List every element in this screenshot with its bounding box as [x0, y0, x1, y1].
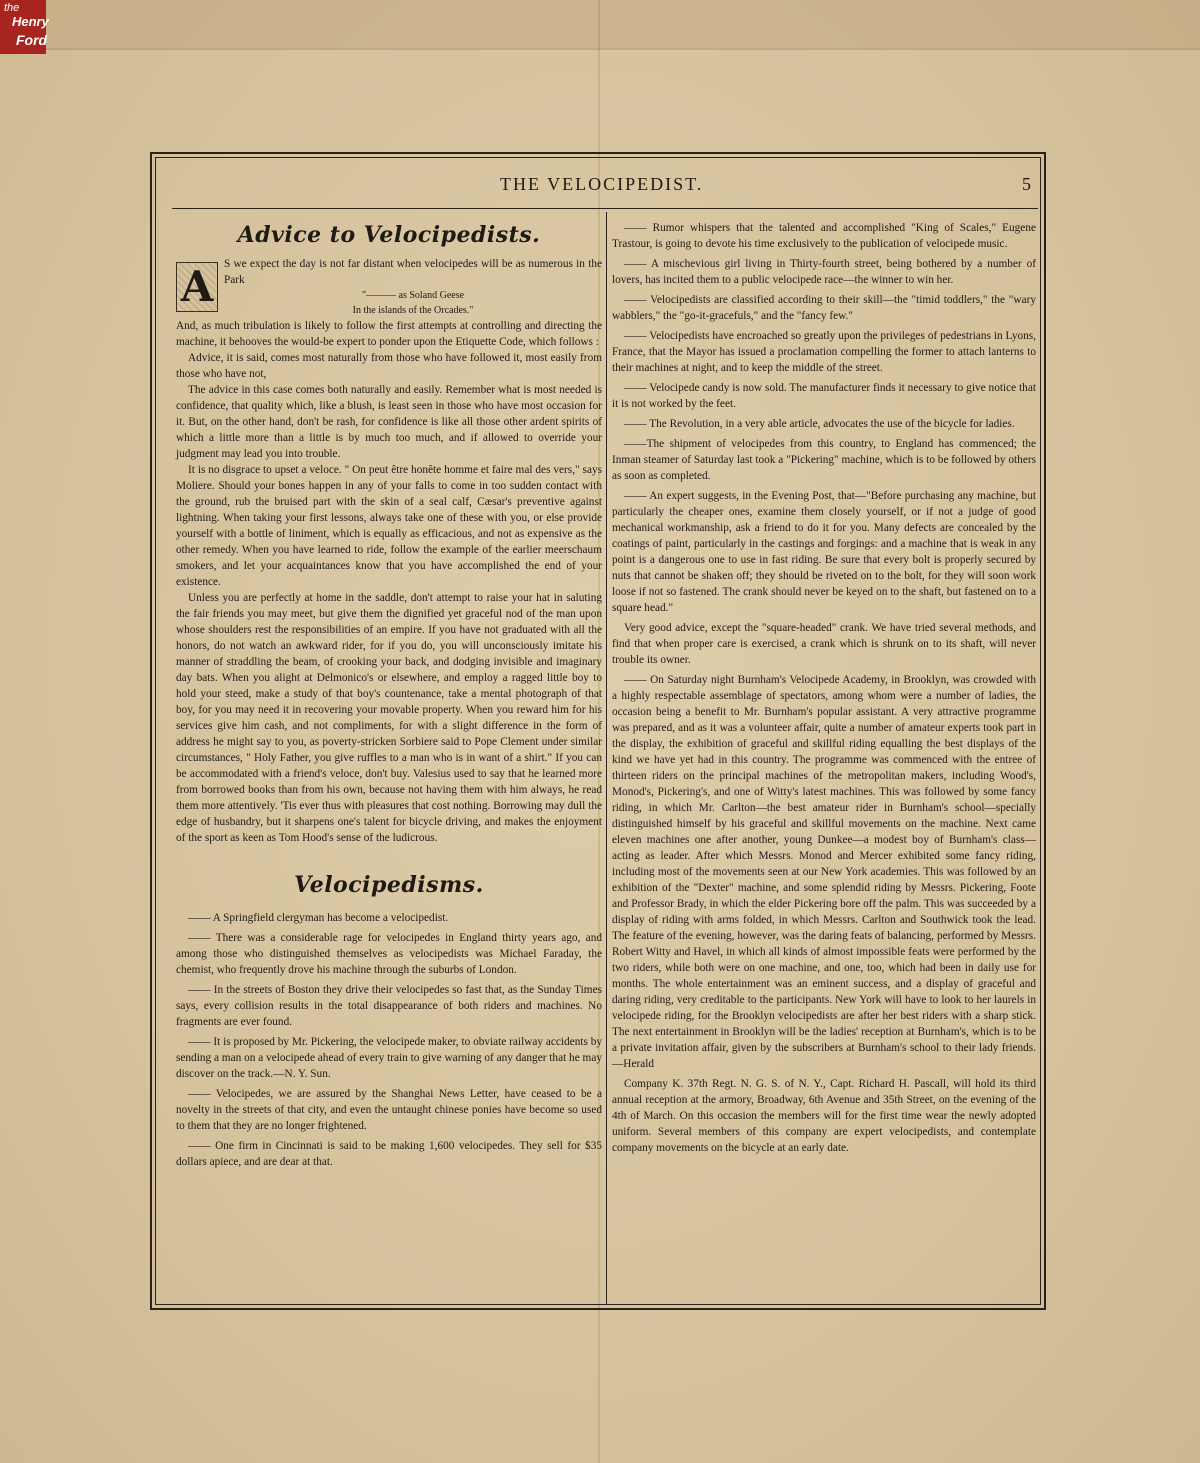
news-item: —— An expert suggests, in the Evening Post, that—"Before purchasing any machine, but particularly the cheaper ones, examine them closely yourself, or if not a judge of good mechanical workmanship, ask a friend to do it for you. Many defects are concealed by the coatings of paint, particularly in the castings and forgings: and a machine that is weak in any point is a dangerous one to use in fast riding. Be sure that every bolt is properly secured by nuts that cannot be shaken off; they should be riveted on to the bolt, for they will soon work loose if not so fastened. The crank should never be keyed on to the shaft, but fastened on to a square head.": [612, 490, 1036, 614]
right-column: [612, 220, 1036, 1160]
velocipedism-item: —— In the streets of Boston they drive their velocipedes so fast that, as the Sunday Times says, every collision results in the total disappearance of both riders and machines. No fragments are ever found.: [176, 984, 602, 1028]
left-column: [176, 220, 602, 1174]
news-item: —— Rumor whispers that the talented and accomplished "King of Scales," Eugene Trastour, is going to devote his time exclusively to the publication of velocipede music.: [612, 222, 1036, 250]
news-item: Very good advice, except the "square-headed" crank. We have tried several methods, and find that when proper care is exercised, a crank which is shrunk on to its shaft, will never trouble its owner.: [612, 622, 1036, 666]
velocipedism-item: —— There was a considerable rage for velocipedes in England thirty years ago, and among those who distinguished themselves as velocipedists was Michael Faraday, the chemist, who frequently drove his machine through the suburbs of London.: [176, 932, 602, 976]
news-item: —— Velocipede candy is now sold. The manufacturer finds it necessary to give notice that it is not worked by the feet.: [612, 382, 1036, 410]
heading-velocipedisms: Velocipedisms.: [294, 872, 484, 898]
intro-block: [176, 256, 602, 318]
drop-cap: A: [176, 262, 218, 312]
logo-text-the: the: [4, 2, 20, 14]
header-rule: [172, 208, 1038, 209]
news-item: —— Velocipedists have encroached so greatly upon the privileges of pedestrians in Lyons, France, that the Mayor has issued a proclamation compelling the former to attach lanterns to their machines at night, and to keep the middle of the street.: [612, 330, 1036, 374]
intro-text: S we expect the day is not far distant when velocipedes will be as numerous in the Park: [224, 258, 602, 286]
news-item: —— The Revolution, in a very able article, advocates the use of the bicycle for ladies.: [624, 418, 1015, 430]
advice-paragraph: Advice, it is said, comes most naturally from those who have followed it, most easily from those who have not,: [176, 352, 602, 380]
advice-paragraph: It is no disgrace to upset a veloce. " On peut être honête homme et faire mal des vers," says Moliere. Should your bones happen in any of your falls to come in too sudden contact with the ground, rub the bruised part with the skin of a seal calf, Cæsar's preventive against lightning. When taking your first lessons, always take one of these with you, or else provide yourself with a bottle of liniment, which is equally as efficacious, and not as expensive as the other remedy. When you have learned to ride, follow the example of the earlier meerschaum smokers, and let your acquaintances know that you have accomplished the end of your existence.: [176, 464, 602, 588]
logo-text-ford: Ford: [16, 32, 48, 48]
velocipedism-item: —— It is proposed by Mr. Pickering, the velocipede maker, to obviate railway accidents by sending a man on a velocipede ahead of every train to give warning of any danger that he may discover on the track.—N. Y. Sun.: [176, 1036, 602, 1080]
news-item: —— Velocipedists are classified according to their skill—the "timid toddlers," the "wary wabblers," the "go-it-gracefuls," and the "fancy few.": [612, 294, 1036, 322]
advice-paragraph: Unless you are perfectly at home in the saddle, don't attempt to raise your hat in saluting the fair friends you may meet, but give them the dignified yet graceful nod of the man upon whose shoulders rest the responsibilities of an empire. If you have not graduated with all the honors, do not watch an awkward rider, for if you do, you will unconsciously imitate his manner of straddling the beam, of crooking your back, and dodging invisible and imaginary day bats. When you alight at Delmonico's or elsewhere, and employ a ragged little boy to hold your steed, make a study of that boy's countenance, take a mental photograph of that boy, for you may need it in recovering your movable property. When you reward him for his services give him cash, and not compliments, for with a slight difference in the form of address he might say to you, as poverty-stricken Sorbiere said to Pope Clement under similar circumstances, " Holy Father, you give ruffles to a man who is in want of a shirt." If you can be accommodated with a friend's veloce, don't buy. Valesius used to say that he learned more from borrowed books than from his own, because not having them with him always, he read them more attentively. 'Tis ever thus with pleasures that cost nothing. Borrowing may dull the edge of husbandry, but it sharpens one's talent for bicycle driving, and makes the enjoyment of the sport as keen as Tom Hood's sense of the ludicrous.: [176, 592, 602, 844]
running-title: THE VELOCIPEDIST.: [500, 174, 704, 194]
paper-fold-horizontal: [0, 48, 1200, 50]
velocipedism-item: —— A Springfield clergyman has become a velocipedist.: [188, 912, 449, 924]
quote-line-1: "——— as Soland Geese: [361, 290, 465, 301]
news-item: —— A mischevious girl living in Thirty-fourth street, being bothered by a number of lovers, has incited them to a public velocipede race—the winner to win her.: [612, 258, 1036, 286]
velocipedism-item: —— Velocipedes, we are assured by the Shanghai News Letter, have ceased to be a novelty in the streets of that city, and even the untaught chinese ponies have become so used to them that they are no longer frightened.: [176, 1088, 602, 1132]
advice-paragraph: And, as much tribulation is likely to follow the first attempts at controlling and directing the machine, it behooves the would-be expert to ponder upon the Etiquette Code, which follows :: [176, 320, 602, 348]
news-item: —— On Saturday night Burnham's Velocipede Academy, in Brooklyn, was crowded with a highly respectable assemblage of spectators, among whom were a number of ladies, the occasion being a benefit to Mr. Burnham's popular assistant. A very attractive programme was prepared, and as it was a volunteer affair, quite a number of amateur experts took part in the display, the exhibition of graceful and skillful riding equalling the best displays of the kind we have yet had in this country. The programme was commenced with the entree of thirteen riders on the principal machines of the metropolitan makers, including Wood's, Monod's, Pickering's, and one of Witty's latest machines. This was followed by some fancy riding, in which Mr. Carlton—the best amateur rider in Burnham's school—specially distinguished himself by his graceful and skillful movements on the machine. Next came eleven machines one after another, young Dunkee—a modest boy of Burnham's class—acting as leader. After which Messrs. Monod and Mercer exhibited some fancy riding, including most of the movements seen at our New York academies. This was followed by an exhibition of the "Dexter" machine, and some splendid riding by Messrs. Pickering, Foote and Professor Brady, in which the elder Pickering bore off the palm. This was succeeded by a display of riding with arms folded, in which Messrs. Carlton and Southwick took the lead. The feature of the evening, however, was the daring feats of balancing, performed by Messrs. Robert Witty and Havel, in which all kinds of almost impossible feats were performed by the two riders, while both were on one machine, and one, too, which had been in daily use for months. The whole entertainment was an eminent success, and a display of graceful and daring riding, very creditable to the participants. New York will have to look to her laurels in velocipede riding, for the Brooklyn velocipedists are after her best riders with a sharp stick. The next entertainment in Brooklyn will be the ladies' reception at Burnham's, which is to be a private invitation affair, given by the subscribers at Burnham's school to their lady friends.—Herald: [612, 674, 1036, 1070]
henry-ford-logo: [0, 0, 49, 54]
column-rule: [606, 212, 607, 1304]
velocipedism-item: —— One firm in Cincinnati is said to be making 1,600 velocipedes. They sell for $35 dollars apiece, and are dear at that.: [176, 1140, 602, 1168]
page-number: 5: [1022, 174, 1031, 194]
heading-advice: Advice to Velocipedists.: [237, 222, 541, 248]
advice-paragraph: The advice in this case comes both naturally and easily. Remember what is most needed is confidence, that quality which, like a blush, is least seen in those who have most occasion for it. But, on the other hand, don't be rash, for confidence is like all those other ardent spirits of which a little more than a little is by much too much, and if allowed to override your judgment may lead you into trouble.: [176, 384, 602, 460]
news-item: Company K. 37th Regt. N. G. S. of N. Y., Capt. Richard H. Pascall, will hold its third annual reception at the armory, Broadway, 6th Avenue and 35th Street, on the evening of the 4th of March. On this occasion the members will for the first time wear the newly adopted uniform. Several members of this company are expert velocipedists, and contemplate company movements on the bicycle at an early date.: [612, 1078, 1036, 1154]
news-item: ——The shipment of velocipedes from this country, to England has commenced; the Inman steamer of Saturday last took a "Pickering" machine, which is to be followed by others as soon as completed.: [612, 438, 1036, 482]
quote-line-2: In the islands of the Orcades.": [352, 305, 474, 316]
logo-text-henry: Henry: [12, 14, 49, 29]
paper-top-edge: [0, 0, 1200, 48]
